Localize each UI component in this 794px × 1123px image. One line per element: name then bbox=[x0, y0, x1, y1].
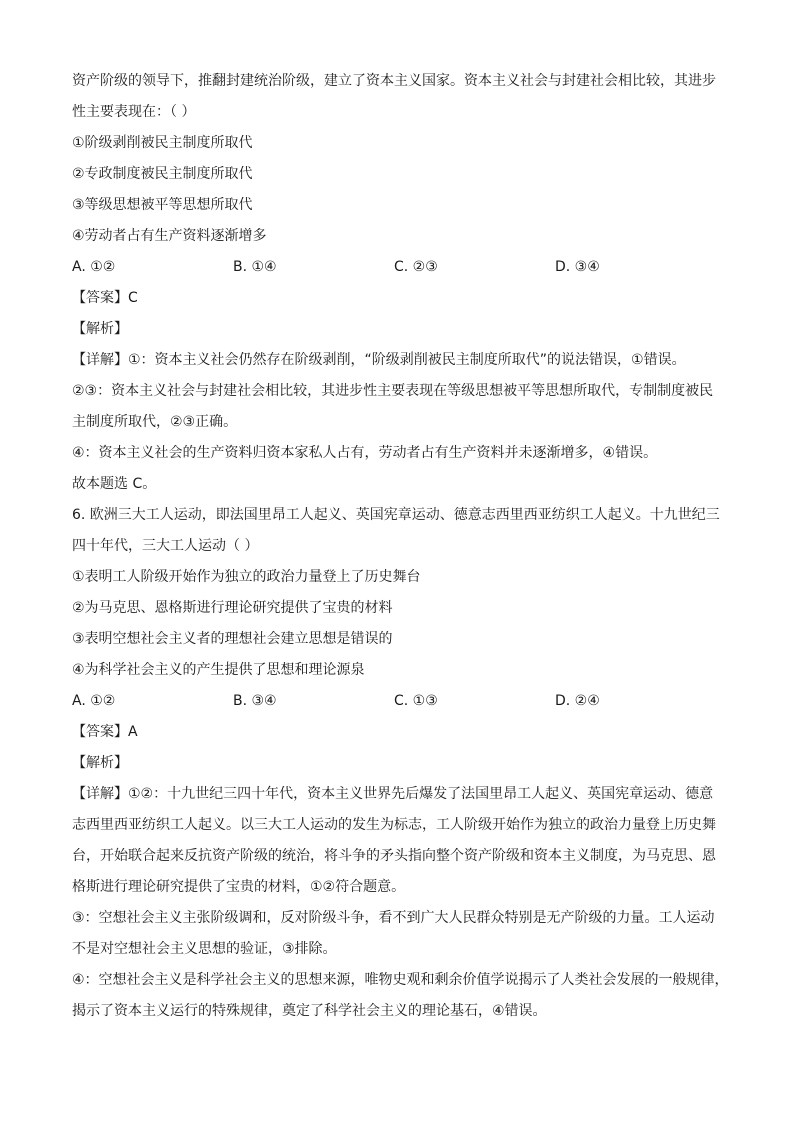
question-5-item-3: ③等级思想被平等思想所取代 bbox=[72, 197, 253, 213]
question-6-option-d: D. ②④ bbox=[555, 693, 600, 709]
question-6-detail-line-8: 揭示了资本主义运行的特殊规律，奠定了科学社会主义的理论基石，④错误。 bbox=[72, 1003, 547, 1019]
question-6-answer bbox=[72, 717, 738, 748]
question-6 bbox=[72, 500, 738, 1027]
question-6-item-1: ①表明工人阶级开始作为独立的政治力量登上了历史舞台 bbox=[72, 569, 421, 585]
question-6-item-4: ④为科学社会主义的产生提供了思想和理论源泉 bbox=[72, 662, 365, 678]
question-6-detail-line-3: 台，开始联合起来反抗资产阶级的统治，将斗争的矛头指向整个资产阶级和资本主义制度，为马克思、恩 bbox=[72, 848, 716, 864]
question-5-options bbox=[72, 252, 738, 283]
question-5-stem-line-2: 性主要表现在：（ ） bbox=[72, 104, 196, 120]
question-6-item-3: ③表明空想社会主义者的理想社会建立思想是错误的 bbox=[72, 631, 393, 647]
question-6-stem-line-2: 四十年代，三大工人运动（ ） bbox=[72, 538, 259, 554]
question-5-stem-line-1: 资产阶级的领导下，推翻封建统治阶级，建立了资本主义国家。资本主义社会与封建社会相比较，其进步 bbox=[72, 73, 716, 89]
question-5-analysis-label: 【解析】 bbox=[72, 321, 128, 337]
question-5-option-d: D. ③④ bbox=[555, 259, 600, 275]
question-6-detail-line-6: 不是对空想社会主义思想的验证，③排除。 bbox=[72, 941, 337, 957]
question-5-answer bbox=[72, 283, 738, 314]
question-6-detail-line-4: 格斯进行理论研究提供了宝贵的材料，①②符合题意。 bbox=[72, 879, 406, 895]
question-5-answer-value: C bbox=[128, 290, 138, 306]
question-5-detail-line-4: ④：资本主义社会的生产资料归资本家私人占有，劳动者占有生产资料并未逐渐增多，④错误。 bbox=[72, 445, 658, 461]
question-6-analysis-label: 【解析】 bbox=[72, 755, 128, 771]
question-6-detail-line-2: 志西里西亚纺织工人起义。以三大工人运动的发生为标志，工人阶级开始作为独立的政治力量登上历史舞 bbox=[72, 817, 716, 833]
question-5-item-2: ②专政制度被民主制度所取代 bbox=[72, 166, 253, 182]
question-5-detail-line-2: ②③：资本主义社会与封建社会相比较，其进步性主要表现在等级思想被平等思想所取代，专制制度被民 bbox=[72, 383, 714, 399]
question-5-answer-label: 【答案】 bbox=[72, 290, 128, 306]
question-6-detail-text-1: ①②：十九世纪三四十年代，资本主义世界先后爆发了法国里昂工人起义、英国宪章运动、德意 bbox=[128, 786, 714, 802]
question-6-answer-value: A bbox=[128, 724, 138, 740]
question-5-detail-label: 【详解】 bbox=[72, 352, 128, 368]
question-6-detail-line-5: ③：空想社会主义主张阶级调和，反对阶级斗争，看不到广大人民群众特别是无产阶级的力量。工人运动 bbox=[72, 910, 715, 926]
question-5-option-a: A. ①② bbox=[72, 259, 116, 275]
question-6-detail-line-7: ④：空想社会主义是科学社会主义的思想来源，唯物史观和剩余价值学说揭示了人类社会发展的一般规律， bbox=[72, 972, 729, 988]
question-6-stem-line-1: 6. 欧洲三大工人运动，即法国里昂工人起义、英国宪章运动、德意志西里西亚纺织工人起义。十九世纪三 bbox=[72, 507, 720, 523]
question-5-detail-line-3: 主制度所取代，②③正确。 bbox=[72, 414, 238, 430]
question-6-detail-line-1 bbox=[72, 779, 738, 810]
question-5 bbox=[72, 66, 738, 500]
question-6-option-a: A. ①② bbox=[72, 693, 116, 709]
question-5-item-4: ④劳动者占有生产资料逐渐增多 bbox=[72, 228, 267, 244]
question-6-answer-label: 【答案】 bbox=[72, 724, 128, 740]
question-5-detail-text-1: ①：资本主义社会仍然存在阶级剥削，“阶级剥削被民主制度所取代”的说法错误，①错误。 bbox=[128, 352, 686, 368]
question-5-option-b: B. ①④ bbox=[233, 259, 277, 275]
question-6-option-b: B. ③④ bbox=[233, 693, 277, 709]
question-6-option-c: C. ①③ bbox=[394, 693, 438, 709]
question-5-option-c: C. ②③ bbox=[394, 259, 438, 275]
question-5-detail-line-1 bbox=[72, 345, 738, 376]
question-6-options bbox=[72, 686, 738, 717]
question-6-item-2: ②为马克思、恩格斯进行理论研究提供了宝贵的材料 bbox=[72, 600, 393, 616]
question-5-item-1: ①阶级剥削被民主制度所取代 bbox=[72, 135, 253, 151]
question-5-conclusion: 故本题选 C。 bbox=[72, 476, 157, 492]
question-6-detail-label: 【详解】 bbox=[72, 786, 128, 802]
